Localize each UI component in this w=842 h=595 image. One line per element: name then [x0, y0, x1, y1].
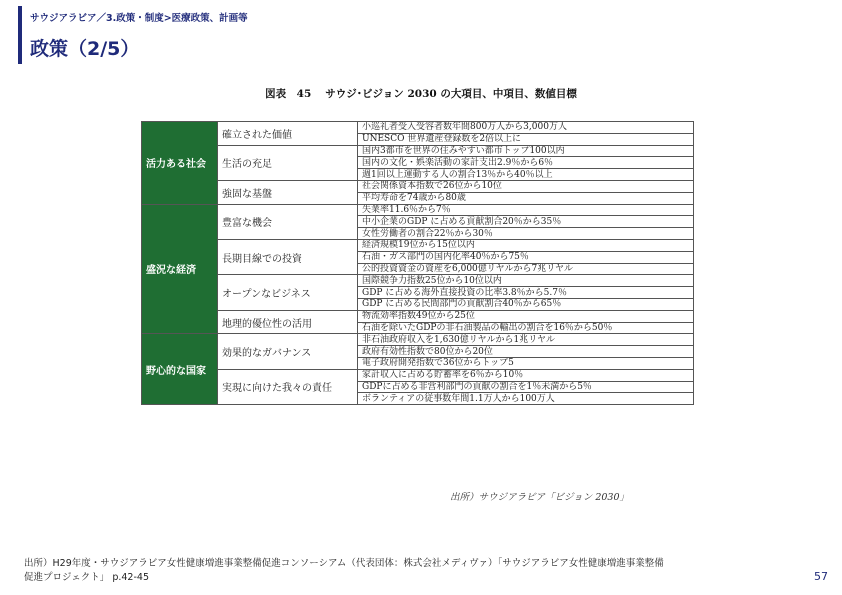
goal-cell: 小巡礼者受入受容者数年間800万人から3,000万人: [358, 122, 694, 134]
goal-cell: 国内の文化・娯楽活動の家計支出2.9％から6％: [358, 157, 694, 169]
goal-cell: GDPに占める非営利部門の貢献の割合を1％未満から5％: [358, 381, 694, 393]
goal-cell: 電子政府開発指数で36位からトップ5: [358, 357, 694, 369]
goal-cell: GDP に占める民間部門の貢献割合40％から65％: [358, 298, 694, 310]
figure-title-text: サウジ･ビジョン 2030 の大項目、中項目、数値目標: [325, 88, 577, 100]
figure-title: [0, 86, 842, 101]
mid-item-cell: 長期目線での投資: [218, 239, 358, 274]
goal-cell: 中小企業のGDP に占める貢献割合20％から35％: [358, 216, 694, 228]
goal-cell: UNESCO 世界遺産登録数を2倍以上に: [358, 133, 694, 145]
breadcrumb: サウジアラビア／3.政策・制度>医療政策、計画等: [30, 13, 248, 24]
goal-cell: 政府有効性指数で80位から20位: [358, 346, 694, 358]
mid-item-cell: 確立された価値: [218, 122, 358, 146]
goal-cell: 国際競争力指数25位から10位以内: [358, 275, 694, 287]
goal-cell: 物流効率指数49位から25位: [358, 310, 694, 322]
table-row: [142, 122, 694, 134]
goal-cell: 週1回以上運動する人の割合13％から40％以上: [358, 169, 694, 181]
table-row: [142, 334, 694, 346]
vision-2030-table: [141, 121, 694, 405]
footnote-line: 促進プロジェクト」 p.42-45: [24, 572, 149, 583]
goal-cell: 社会関係資本指数で26位から10位: [358, 180, 694, 192]
footnote-line: 出所）H29年度・サウジアラビア女性健康増進事業整備促進コンソーシアム（代表団体：株式会社メディヴァ）「サウジアラビア女性健康増進事業整備: [24, 558, 664, 569]
table-row: [142, 204, 694, 216]
table-row: [142, 239, 694, 251]
goal-cell: 平均寿命を74歳から80歳: [358, 192, 694, 204]
table-row: [142, 369, 694, 381]
mid-item-cell: オープンなビジネス: [218, 275, 358, 310]
footnote-source: [24, 557, 664, 585]
table-row: [142, 145, 694, 157]
figure-source: 出所）サウジアラビア「ビジョン 2030」: [450, 492, 630, 503]
table-row: [142, 310, 694, 322]
mid-item-cell: 地理的優位性の活用: [218, 310, 358, 334]
goal-cell: ボランティアの従事数年間1.1万人から100万人: [358, 393, 694, 405]
goal-cell: 石油・ガス部門の国内化率40％から75％: [358, 251, 694, 263]
mid-item-cell: 効果的なガバナンス: [218, 334, 358, 369]
figure-number: 図表 45: [265, 88, 312, 100]
goal-cell: 経済規模19位から15位以内: [358, 239, 694, 251]
goal-cell: 失業率11.6％から7％: [358, 204, 694, 216]
mid-item-cell: 実現に向けた我々の責任: [218, 369, 358, 404]
category-cell: 活力ある社会: [142, 122, 218, 205]
goal-cell: 家計収入に占める貯蓄率を6％から10％: [358, 369, 694, 381]
goal-cell: 女性労働者の割合22％から30％: [358, 228, 694, 240]
category-cell: 盛況な経済: [142, 204, 218, 334]
category-cell: 野心的な国家: [142, 334, 218, 405]
page-number: 57: [814, 570, 828, 583]
goal-cell: 公的投資資金の資産を6,000億リヤルから7兆リヤル: [358, 263, 694, 275]
mid-item-cell: 強固な基盤: [218, 180, 358, 204]
table-row: [142, 180, 694, 192]
goal-cell: 国内3都市を世界の住みやすい都市トップ100以内: [358, 145, 694, 157]
goal-cell: 非石油政府収入を1,630億リヤルから1兆リヤル: [358, 334, 694, 346]
goal-cell: 石油を除いたGDPの非石油製品の輸出の割合を16％から50％: [358, 322, 694, 334]
mid-item-cell: 豊富な機会: [218, 204, 358, 239]
page-title: 政策（2/5）: [30, 38, 140, 60]
goal-cell: GDP に占める海外直接投資の比率3.8％から5.7％: [358, 287, 694, 299]
header-accent-bar: [18, 6, 22, 64]
mid-item-cell: 生活の充足: [218, 145, 358, 180]
table-row: [142, 275, 694, 287]
